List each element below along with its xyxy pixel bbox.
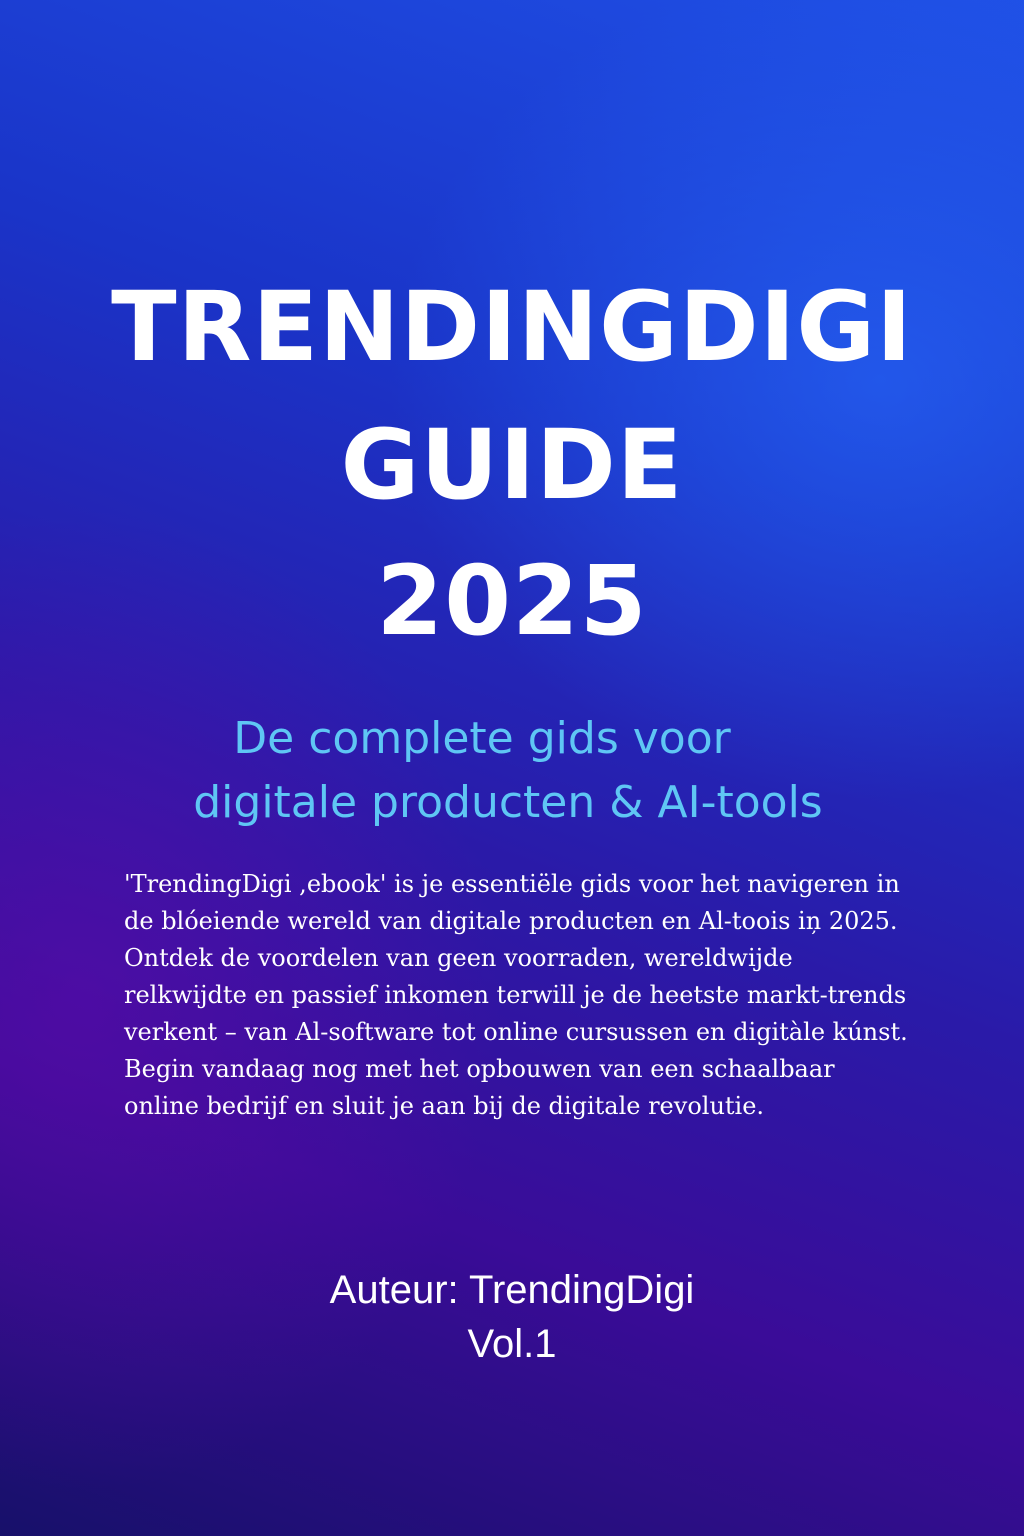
cover-author: Auteur: TrendingDigi [329, 1268, 695, 1312]
cover-description: 'TrendingDigi ,ebook' is je essentiële gids voor het navigeren in de blóeiende wereld van digitale producten en Al-toois iņ 2025. Ontdek de voordelen van geen voorraden, wereldwijde relkwijdte en passief inkomen terwill je de heetste markt-trends verkent – van Al-software tot online cursussen en digitàle kúnst. Begin vandaag nog met het opbouwen van een schaalbaar online bedrijf en sluit je aan bij de digitale revolutie. [124, 870, 908, 1120]
cover-title-line-2: GUIDE [340, 409, 684, 521]
cover-subtitle-line-2: digitale producten & AI-tools [193, 777, 823, 828]
cover-title-line-3: 2025 [376, 545, 648, 657]
cover-volume: Vol.1 [467, 1322, 557, 1366]
cover-title-line-1: TRENDINGDIGI [111, 271, 913, 383]
cover-subtitle-line-1: De complete gids voor [233, 713, 731, 764]
